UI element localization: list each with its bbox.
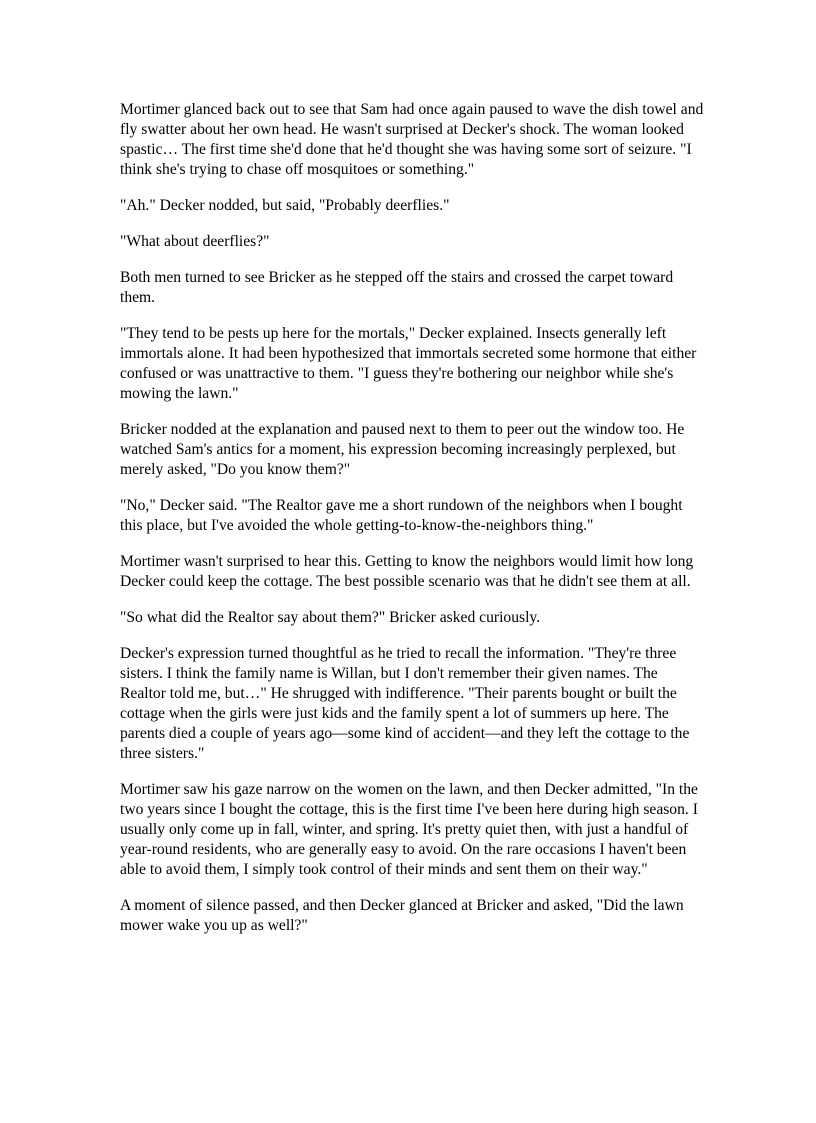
- paragraph: Mortimer glanced back out to see that Sam had once again paused to wave the dish towel and fly swatter about her own head. He wasn't surprised at Decker's shock. The woman looked spastic… The first time she'd done that he'd thought she was having some sort of seizure. "I think she's trying to chase off mosquitoes or something.": [120, 101, 704, 178]
- paragraph: "What about deerflies?": [120, 233, 270, 250]
- paragraph: "Ah." Decker nodded, but said, "Probably deerflies.": [120, 197, 450, 214]
- paragraph: Both men turned to see Bricker as he stepped off the stairs and crossed the carpet toward them.: [120, 269, 674, 306]
- paragraph: Decker's expression turned thoughtful as he tried to recall the information. "They're three sisters. I think the family name is Willan, but I don't remember their given names. The Realtor told me, but…" He shrugged with indifference. "Their parents bought or built the cottage when the girls were just kids and the family spent a lot of summers up here. The parents died a couple of years ago—some kind of accident—and they left the cottage to the three sisters.": [120, 645, 690, 762]
- paragraph: "They tend to be pests up here for the mortals," Decker explained. Insects generally left immortals alone. It had been hypothesized that immortals secreted some hormone that either confused or was unattractive to them. "I guess they're bothering our neighbor while she's mowing the lawn.": [120, 325, 697, 402]
- paragraph: Mortimer saw his gaze narrow on the women on the lawn, and then Decker admitted, "In the two years since I bought the cottage, this is the first time I've been here during high season. I usually only come up in fall, winter, and spring. It's pretty quiet then, with just a handful of year-round residents, who are generally easy to avoid. On the rare occasions I haven't been able to avoid them, I simply took control of their minds and sent them on their way.": [120, 781, 698, 878]
- body-text: [120, 100, 705, 952]
- paragraph: A moment of silence passed, and then Decker glanced at Bricker and asked, "Did the lawn mower wake you up as well?": [120, 897, 684, 934]
- paragraph: "So what did the Realtor say about them?" Bricker asked curiously.: [120, 609, 541, 626]
- paragraph: Bricker nodded at the explanation and paused next to them to peer out the window too. He watched Sam's antics for a moment, his expression becoming increasingly perplexed, but merely asked, "Do you know them?": [120, 421, 685, 478]
- paragraph: "No," Decker said. "The Realtor gave me a short rundown of the neighbors when I bought this place, but I've avoided the whole getting-to-know-the-neighbors thing.": [120, 497, 683, 534]
- paragraph: Mortimer wasn't surprised to hear this. Getting to know the neighbors would limit how long Decker could keep the cottage. The best possible scenario was that he didn't see them at all.: [120, 553, 694, 590]
